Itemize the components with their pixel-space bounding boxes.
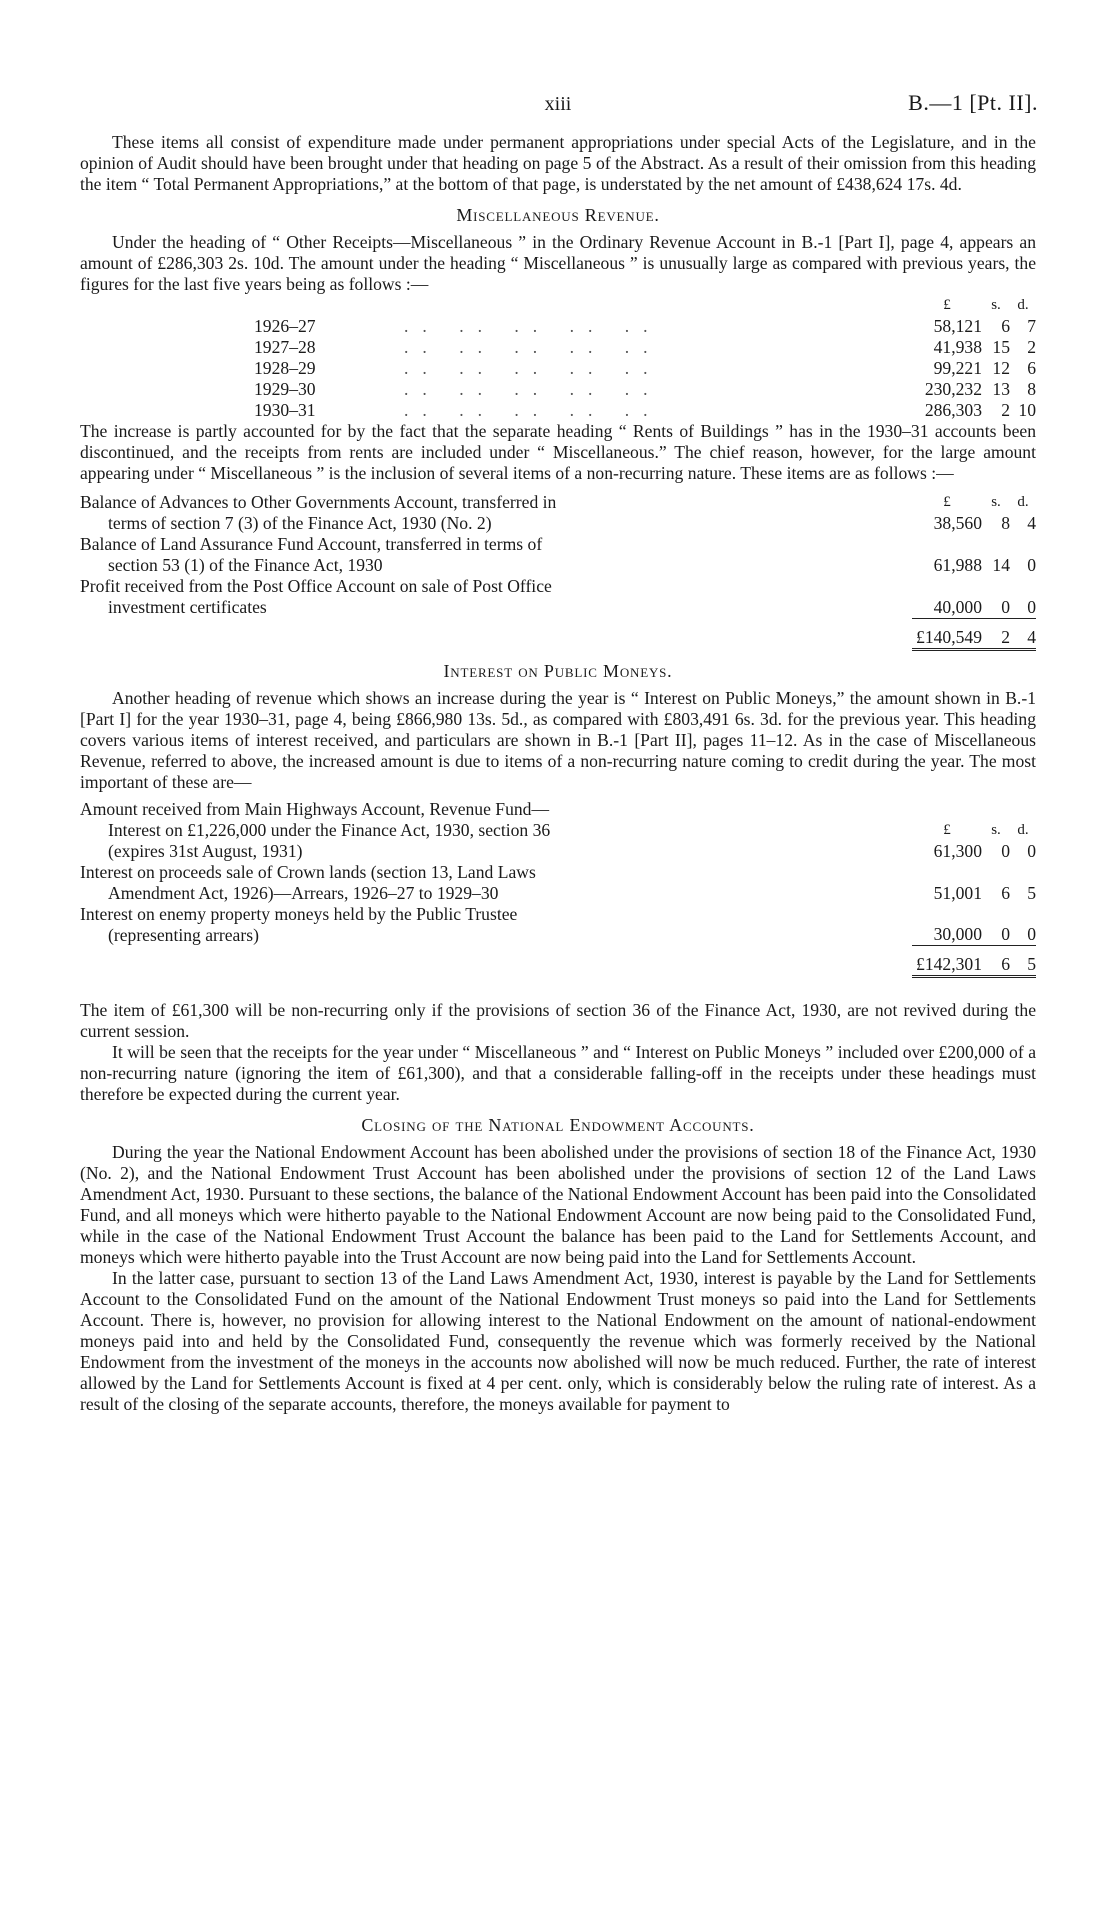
misc-paragraph-2: The increase is partly accounted for by the fact that the separate heading “ Rents of Buildings ” has in the 1930–31 accounts been discontinued, and the receipts from rents are included under “ Miscellaneous.” The chief reason, however, for the large amount appearing under “ Miscellaneous ” is the inclusion of several items of a non-recurring nature. These items are as follows :— bbox=[80, 421, 1036, 483]
page-number: xiii bbox=[544, 93, 572, 115]
item-description: Balance of Land Assurance Fund Account, transferred in terms of section 53 (1) of the Finance Act, 1930 bbox=[80, 534, 543, 575]
pounds-col-header: £ bbox=[943, 494, 951, 510]
item-description: Interest on proceeds sale of Crown lands (section 13, Land Laws Amendment Act, 1926)—Arrears, 1926–27 to 1929–30 bbox=[80, 861, 536, 903]
pounds-value: 286,303 bbox=[924, 400, 982, 420]
shillings-value: 12 bbox=[992, 358, 1010, 378]
leader-dots: .. .. .. .. .. bbox=[404, 358, 662, 378]
pounds-col-header: £ bbox=[943, 297, 951, 313]
total-pounds: £140,549 bbox=[912, 618, 982, 649]
item-description: Amount received from Main Highways Account, Revenue Fund— Interest on £1,226,000 under the Finance Act, 1930, section 36 (expires 31st August, 1931) bbox=[80, 798, 551, 861]
misc-revenue-heading: Miscellaneous Revenue. bbox=[456, 205, 660, 225]
pounds-value: 41,938 bbox=[933, 337, 982, 357]
page-header bbox=[80, 88, 1036, 132]
table-row bbox=[80, 534, 1036, 576]
item-description: Balance of Advances to Other Governments Account, transferred in terms of section 7 (3) of the Finance Act, 1930 (No. 2) bbox=[80, 492, 557, 533]
table-row bbox=[80, 799, 1036, 862]
shillings-value: 14 bbox=[992, 555, 1010, 575]
pounds-value: 40,000 bbox=[933, 596, 982, 617]
interest-items-table bbox=[80, 799, 1036, 979]
document-code: B.—1 [Pt. II]. bbox=[908, 90, 1038, 115]
leader-dots: .. .. .. .. .. bbox=[404, 316, 662, 336]
year-label: 1929–30 bbox=[254, 379, 316, 399]
shillings-value: 6 bbox=[1001, 316, 1010, 336]
pence-value: 6 bbox=[1027, 358, 1036, 378]
pounds-col-header: £ bbox=[943, 821, 951, 838]
table-row bbox=[80, 379, 1036, 400]
item-description: Profit received from the Post Office Account on sale of Post Office investment certificates bbox=[80, 576, 552, 617]
table-header-row bbox=[80, 295, 1036, 316]
pence-value: 10 bbox=[1018, 400, 1036, 420]
pounds-value: £ 61,300 bbox=[912, 799, 982, 862]
pounds-value: 99,221 bbox=[933, 358, 982, 378]
table-row bbox=[80, 492, 1036, 534]
pounds-value: 230,232 bbox=[924, 379, 982, 399]
total-shillings: 2 bbox=[982, 618, 1010, 649]
interest-paragraph-1: Another heading of revenue which shows an increase during the year is “ Interest on Public Moneys,” the amount shown in B.-1 [Part I] for the year 1930–31, page 4, being £866,980 13s. 5d., as compared with £803,491 6s. 3d. for the previous year. This heading covers various items of interest received, and particulars are shown in B.-1 [Part II], pages 11–12. As in the case of Miscellaneous Revenue, referred to above, the increased amount is due to items of a non-recurring nature coming to credit during the year. The most important of these are— bbox=[80, 687, 1036, 792]
shillings-value: 13 bbox=[992, 379, 1010, 399]
year-label: 1926–27 bbox=[254, 316, 316, 336]
pence-col-header: d. bbox=[1017, 297, 1029, 313]
interest-paragraph-3: It will be seen that the receipts for the year under “ Miscellaneous ” and “ Interest on Public Moneys ” included over £200,000 of a non-recurring nature (ignoring the item of £61,300), and that a considerable falling-off in the receipts under these headings must therefore be expected during the current year. bbox=[80, 1042, 1036, 1104]
pence-value: 0 bbox=[1027, 924, 1036, 944]
misc-paragraph-1: Under the heading of “ Other Receipts—Miscellaneous ” in the Ordinary Revenue Account in B.-1 [Part I], page 4, appears an amount of £286,303 2s. 10d. The amount under the heading “ Miscellaneous ” is unusually large as compared with previous years, the figures for the last five years being as follows :— bbox=[80, 232, 1036, 294]
interest-paragraph-2: The item of £61,300 will be non-recurring only if the provisions of section 36 of the Finance Act, 1930, are not revived during the current session. bbox=[80, 1000, 1036, 1041]
table-row bbox=[80, 862, 1036, 904]
pence-value: 7 bbox=[1027, 316, 1036, 336]
shillings-value: 0 bbox=[1001, 596, 1010, 617]
closing-heading: Closing of the National Endowment Accounts. bbox=[361, 1115, 755, 1135]
year-label: 1928–29 bbox=[254, 358, 316, 378]
five-year-table bbox=[80, 295, 1036, 421]
pounds-value: 58,121 bbox=[933, 316, 982, 336]
spacer bbox=[80, 978, 1036, 1000]
closing-paragraph-2: In the latter case, pursuant to section 13 of the Land Laws Amendment Act, 1930, interest is payable by the Land for Settlements Account to the Consolidated Fund on the amount of the National Endowment Trust moneys so paid into the Land for Settlements Account. There is, however, no provision for allowing interest to the National Endowment on the amount of national-endowment moneys paid into and held by the Consolidated Fund, consequently the revenue which was formerly received by the National Endowment from the investment of the moneys in the accounts now abolished will now be much reduced. Further, the rate of interest allowed by the Land for Settlements Account is fixed at 4 per cent. only, which is considerably below the ruling rate of interest. As a result of the closing of the separate accounts, therefore, the moneys available for payment to bbox=[80, 1268, 1036, 1414]
intro-paragraph: These items all consist of expenditure made under permanent appropriations under special Acts of the Legislature, and in the opinion of Audit should have been brought under that heading on page 5 of the Abstract. As a result of their omission from this heading the item “ Total Permanent Appropriations,” at the bottom of that page, is understated by the net amount of £438,624 17s. 4d. bbox=[80, 132, 1036, 194]
pounds-value: 51,001 bbox=[933, 882, 982, 903]
pence-value: 2 bbox=[1027, 337, 1036, 357]
pence-value: 0 bbox=[1027, 555, 1036, 575]
table-row bbox=[80, 400, 1036, 421]
shillings-col-header: s. bbox=[991, 297, 1001, 313]
pounds-value: 30,000 bbox=[933, 924, 982, 944]
year-label: 1930–31 bbox=[254, 400, 316, 420]
table-row bbox=[80, 576, 1036, 618]
pence-col-header: d. bbox=[1017, 494, 1029, 510]
pounds-value: 61,988 bbox=[933, 555, 982, 575]
total-shillings: 6 bbox=[982, 946, 1010, 977]
shillings-value: 6 bbox=[1001, 882, 1010, 903]
pence-value: 8 bbox=[1027, 379, 1036, 399]
pounds-value: £ 38,560 bbox=[912, 492, 982, 534]
table-row bbox=[80, 904, 1036, 946]
total-pounds: £142,301 bbox=[912, 946, 982, 977]
shillings-value: 2 bbox=[1001, 400, 1010, 420]
document-page bbox=[80, 88, 1036, 1415]
item-description: Interest on enemy property moneys held by the Public Trustee (representing arrears) bbox=[80, 903, 518, 945]
leader-dots: .. .. .. .. .. bbox=[404, 400, 662, 420]
interest-heading: Interest on Public Moneys. bbox=[443, 660, 673, 681]
leader-dots: .. .. .. .. .. bbox=[404, 337, 662, 357]
shillings-value: 15 bbox=[992, 337, 1010, 357]
table-row bbox=[80, 358, 1036, 379]
year-label: 1927–28 bbox=[254, 337, 316, 357]
table-row bbox=[80, 316, 1036, 337]
total-row bbox=[80, 618, 1036, 649]
pence-value: 5 bbox=[1027, 882, 1036, 903]
total-row bbox=[80, 946, 1036, 977]
pence-col-header: d. bbox=[1017, 821, 1029, 838]
shillings-col-header: s. bbox=[991, 494, 1001, 510]
shillings-value: s. 8 bbox=[982, 492, 1010, 534]
shillings-value: 0 bbox=[1001, 924, 1010, 944]
total-pence: 5 bbox=[1010, 946, 1036, 977]
pence-value: d. 0 bbox=[1010, 799, 1036, 862]
pence-value: d. 4 bbox=[1010, 492, 1036, 534]
shillings-col-header: s. bbox=[991, 821, 1001, 838]
pence-value: 0 bbox=[1027, 596, 1036, 617]
total-pence: 4 bbox=[1010, 618, 1036, 649]
shillings-value: s. 0 bbox=[982, 799, 1010, 862]
table-row bbox=[80, 337, 1036, 358]
closing-paragraph-1: During the year the National Endowment Account has been abolished under the provisions of section 18 of the Finance Act, 1930 (No. 2), and the National Endowment Trust Account has been abolished under the provisions of section 12 of the Land Laws Amendment Act, 1930. Pursuant to these sections, the balance of the National Endowment Account has been paid into the Consolidated Fund, and all moneys which were hitherto payable to the National Endowment Account are now being paid to the Consolidated Fund, while in the case of the National Endowment Trust Account the balance has been paid to the Land for Settlements Account, and moneys which were hitherto payable into the Trust Account are now being paid into the Land for Settlements Account. bbox=[80, 1142, 1036, 1267]
misc-items-table bbox=[80, 492, 1036, 651]
leader-dots: .. .. .. .. .. bbox=[404, 379, 662, 399]
